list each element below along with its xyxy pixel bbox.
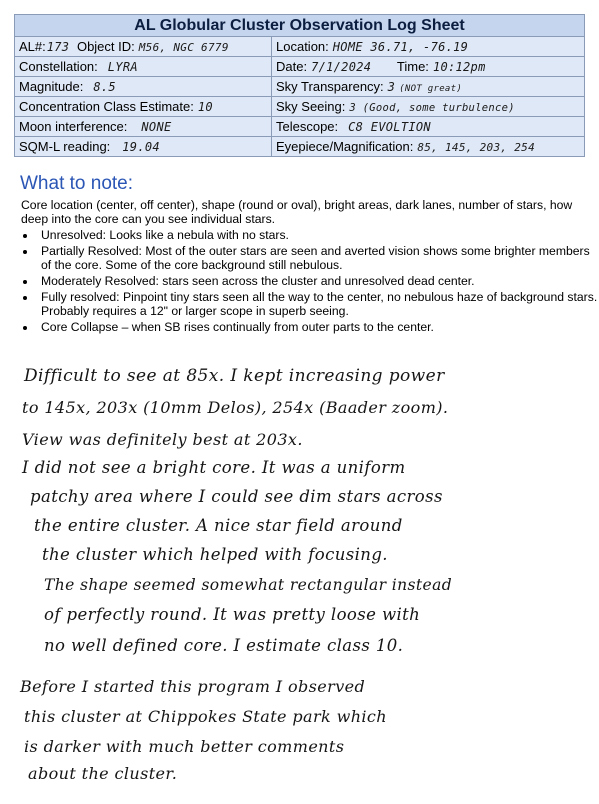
location-label: Location: xyxy=(276,39,329,54)
guide-item-partially-resolved: • Partially Resolved: Most of the outer stars are seen and averted vision shows some brighter members of the core. Some of the core background still nebulous. xyxy=(37,244,599,272)
log-table xyxy=(14,14,585,157)
date-time-cell xyxy=(272,57,585,77)
handwritten-line: no well defined core. I estimate class 10. xyxy=(44,636,404,655)
location-cell xyxy=(272,37,585,57)
al-number-label: AL#: xyxy=(19,39,46,54)
handwritten-line: I did not see a bright core. It was a uniform xyxy=(22,458,406,477)
resolution-guide-list xyxy=(21,228,599,336)
sky-seeing-value: 3 (Good, some turbulence) xyxy=(349,102,515,114)
time-value: 10:12pm xyxy=(432,60,486,74)
eyepiece-magnification-cell xyxy=(272,137,585,157)
telescope-value: C8 EVOLTION xyxy=(348,120,431,134)
al-number-and-object-id-cell xyxy=(15,37,272,57)
moon-interference-label: Moon interference: xyxy=(19,119,128,134)
handwritten-line: The shape seemed somewhat rectangular instead xyxy=(44,576,453,594)
what-to-note-intro: Core location (center, off center), shape (round or oval), bright areas, dark lanes, number of stars, how deep into the core can you see individual stars. xyxy=(21,198,573,226)
sqm-reading-cell xyxy=(15,137,272,157)
concentration-class-label: Concentration Class Estimate: xyxy=(19,99,194,114)
guide-item-moderately-resolved: • Moderately Resolved: stars seen across the cluster and unresolved dead center. xyxy=(37,274,599,288)
constellation-cell xyxy=(15,57,272,77)
sky-transparency-label: Sky Transparency: xyxy=(276,79,384,94)
handwritten-line: this cluster at Chippokes State park which xyxy=(24,707,387,726)
sqm-reading-value: 19.04 xyxy=(122,140,160,154)
date-label: Date: xyxy=(276,59,308,74)
concentration-class-cell xyxy=(15,97,272,117)
sqm-reading-label: SQM-L reading: xyxy=(19,139,111,154)
sky-transparency-cell xyxy=(272,77,585,97)
magnitude-label: Magnitude: xyxy=(19,79,84,94)
date-value: 7/1/2024 xyxy=(311,60,372,74)
handwritten-line: Difficult to see at 85x. I kept increasing power xyxy=(24,366,445,386)
sky-transparency-value: 3 xyxy=(387,80,396,94)
location-value: HOME 36.71, -76.19 xyxy=(332,40,469,54)
handwritten-line: the entire cluster. A nice star field around xyxy=(34,516,403,535)
eyepiece-magnification-label: Eyepiece/Magnification: xyxy=(276,139,414,154)
handwritten-line: Before I started this program I observed xyxy=(20,677,366,696)
constellation-label: Constellation: xyxy=(19,59,98,74)
sky-seeing-cell xyxy=(272,97,585,117)
handwritten-line: View was definitely best at 203x. xyxy=(22,430,303,449)
moon-interference-cell xyxy=(15,117,272,137)
eyepiece-magnification-value: 85, 145, 203, 254 xyxy=(417,141,535,154)
guide-item-core-collapse: • Core Collapse – when SB rises continually from outer parts to the center. xyxy=(37,320,599,334)
handwritten-line: is darker with much better comments xyxy=(24,737,345,756)
what-to-note-heading: What to note: xyxy=(20,173,134,194)
handwritten-line: about the cluster. xyxy=(28,764,178,783)
magnitude-cell xyxy=(15,77,272,97)
telescope-label: Telescope: xyxy=(276,119,339,134)
handwritten-line: patchy area where I could see dim stars across xyxy=(30,487,443,506)
handwritten-line: the cluster which helped with focusing. xyxy=(42,545,388,564)
object-id-label: Object ID: xyxy=(76,39,135,54)
al-number-value: 173 xyxy=(46,40,70,54)
sky-transparency-note: (NOT great) xyxy=(399,84,463,94)
guide-item-fully-resolved: • Fully resolved: Pinpoint tiny stars seen all the way to the center, no nebulous haze of background stars. Probably requires a 12" or larger scope in superb seeing. xyxy=(37,290,599,318)
concentration-class-value: 10 xyxy=(197,100,213,114)
handwritten-line: to 145x, 203x (10mm Delos), 254x (Baader zoom). xyxy=(22,398,449,417)
guide-item-unresolved: • Unresolved: Looks like a nebula with no stars. xyxy=(37,228,599,242)
constellation-value: LYRA xyxy=(107,60,138,74)
telescope-cell xyxy=(272,117,585,137)
object-id-value: M56, NGC 6779 xyxy=(138,41,229,54)
handwritten-line: of perfectly round. It was pretty loose with xyxy=(44,605,421,624)
sky-seeing-label: Sky Seeing: xyxy=(276,99,346,114)
moon-interference-value: NONE xyxy=(141,120,172,134)
magnitude-value: 8.5 xyxy=(93,80,116,94)
sheet-title: AL Globular Cluster Observation Log Sheet xyxy=(15,15,585,37)
time-label: Time: xyxy=(396,59,429,74)
